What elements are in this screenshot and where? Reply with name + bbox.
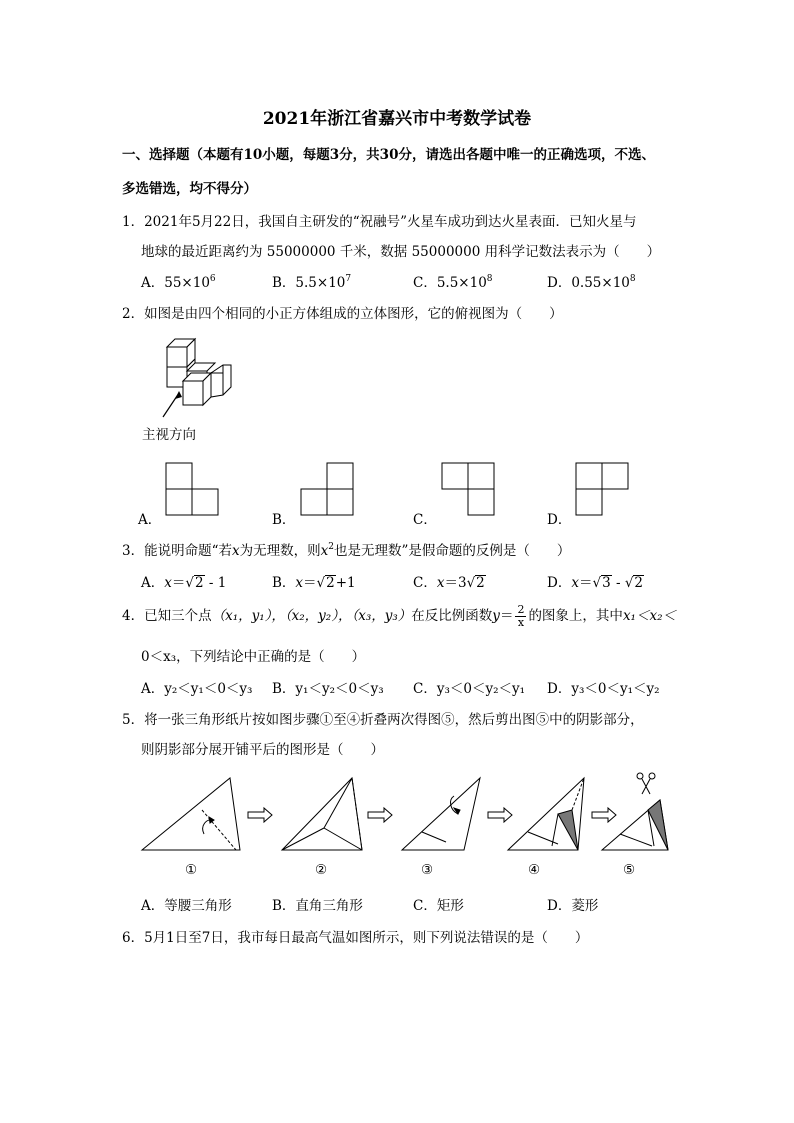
q5-stem-line1: 5．将一张三角形纸片按如图步骤①至④折叠两次得图⑤，然后剪出图⑤中的阴影部分， <box>122 712 644 728</box>
q2-option-a-label[interactable]: A． <box>138 512 162 528</box>
q4-option-a[interactable]: A．y₂＜y₁＜0＜y₃ <box>141 681 253 697</box>
q2-option-c-label[interactable]: C． <box>413 512 437 528</box>
q5-option-d[interactable]: D．菱形 <box>547 898 599 914</box>
q3-option-c[interactable]: C．x＝3√2 <box>413 575 485 591</box>
step-label-4: ④ <box>528 862 541 878</box>
q3-option-d[interactable]: D．x＝√3 - √2 <box>547 575 644 591</box>
q1-option-b[interactable]: B．$5.5\times 10^7$ <box>272 274 352 291</box>
step-label-3: ③ <box>421 862 434 878</box>
q2-option-c-figure[interactable] <box>441 462 497 518</box>
q4-stem-line2: 0＜x₃，下列结论中正确的是（ ） <box>141 649 366 665</box>
q6-stem: 6．5月1日至7日，我市每日最高气温如图所示，则下列说法错误的是（ ） <box>122 930 589 946</box>
page-title: 2021年浙江省嘉兴市中考数学试卷 <box>262 109 532 129</box>
q4-option-c[interactable]: C．y₃＜0＜y₂＜y₁ <box>413 681 526 697</box>
q5-option-b[interactable]: B．直角三角形 <box>272 898 363 914</box>
q3-option-a[interactable]: A．x＝√2 - 1 <box>141 575 227 591</box>
q2-option-b-label[interactable]: B． <box>272 512 296 528</box>
q4-stem-line1: 4．已知三个点（x₁，y₁），（x₂，y₂），（x₃，y₃）在反比例函数y＝ $\frac{2}{x}$ 的图象上，其中x₁＜x₂＜ <box>122 603 676 629</box>
step-label-5: ⑤ <box>623 862 636 878</box>
q3-option-b[interactable]: B．x＝√2+1 <box>272 575 356 591</box>
q1-option-a[interactable]: A．$55\times 10^6$ <box>141 274 216 291</box>
q2-option-a-figure[interactable] <box>165 462 221 518</box>
q2-option-b-figure[interactable] <box>300 462 356 518</box>
folding-steps-figure <box>140 770 680 880</box>
q5-option-a[interactable]: A．等腰三角形 <box>141 898 232 914</box>
q2-stem: 2．如图是由四个相同的小正方体组成的立体图形，它的俯视图为（ ） <box>122 306 563 322</box>
q2-option-d-figure[interactable] <box>575 462 631 518</box>
q2-caption: 主视方向 <box>142 427 196 443</box>
q1-stem-line2: 地球的最近距离约为 55000000 千米，数据 55000000 用科学记数法表示为（ ） <box>141 244 661 260</box>
step-label-2: ② <box>315 862 328 878</box>
q2-option-d-label[interactable]: D． <box>547 512 572 528</box>
q5-stem-line2: 则阴影部分展开铺平后的图形是（ ） <box>141 742 384 758</box>
q5-option-c[interactable]: C．矩形 <box>413 898 464 914</box>
q4-option-d[interactable]: D．y₃＜0＜y₁＜y₂ <box>547 681 660 697</box>
q3-stem: 3．能说明命题“若x为无理数，则$x^2$也是无理数”是假命题的反例是（ ） <box>122 542 571 559</box>
q1-option-c[interactable]: C．$5.5\times 10^8$ <box>413 274 493 291</box>
q4-fraction: $\frac{2}{x}$ <box>517 603 525 629</box>
q4-option-b[interactable]: B．y₁＜y₂＜0＜y₃ <box>272 681 384 697</box>
q1-option-d[interactable]: D．$0.55\times 10^8$ <box>547 274 636 291</box>
cubes-figure <box>155 335 240 415</box>
step-label-1: ① <box>185 862 198 878</box>
section-header-line2: 多选错选，均不得分） <box>122 181 257 197</box>
q1-stem-line1: 1．2021年5月22日，我国自主研发的“祝融号”火星车成功到达火星表面．已知火星与 <box>122 214 637 230</box>
section-header-line1: 一、选择题（本题有10小题，每题3分，共30分，请选出各题中唯一的正确选项，不选、 <box>122 147 655 163</box>
